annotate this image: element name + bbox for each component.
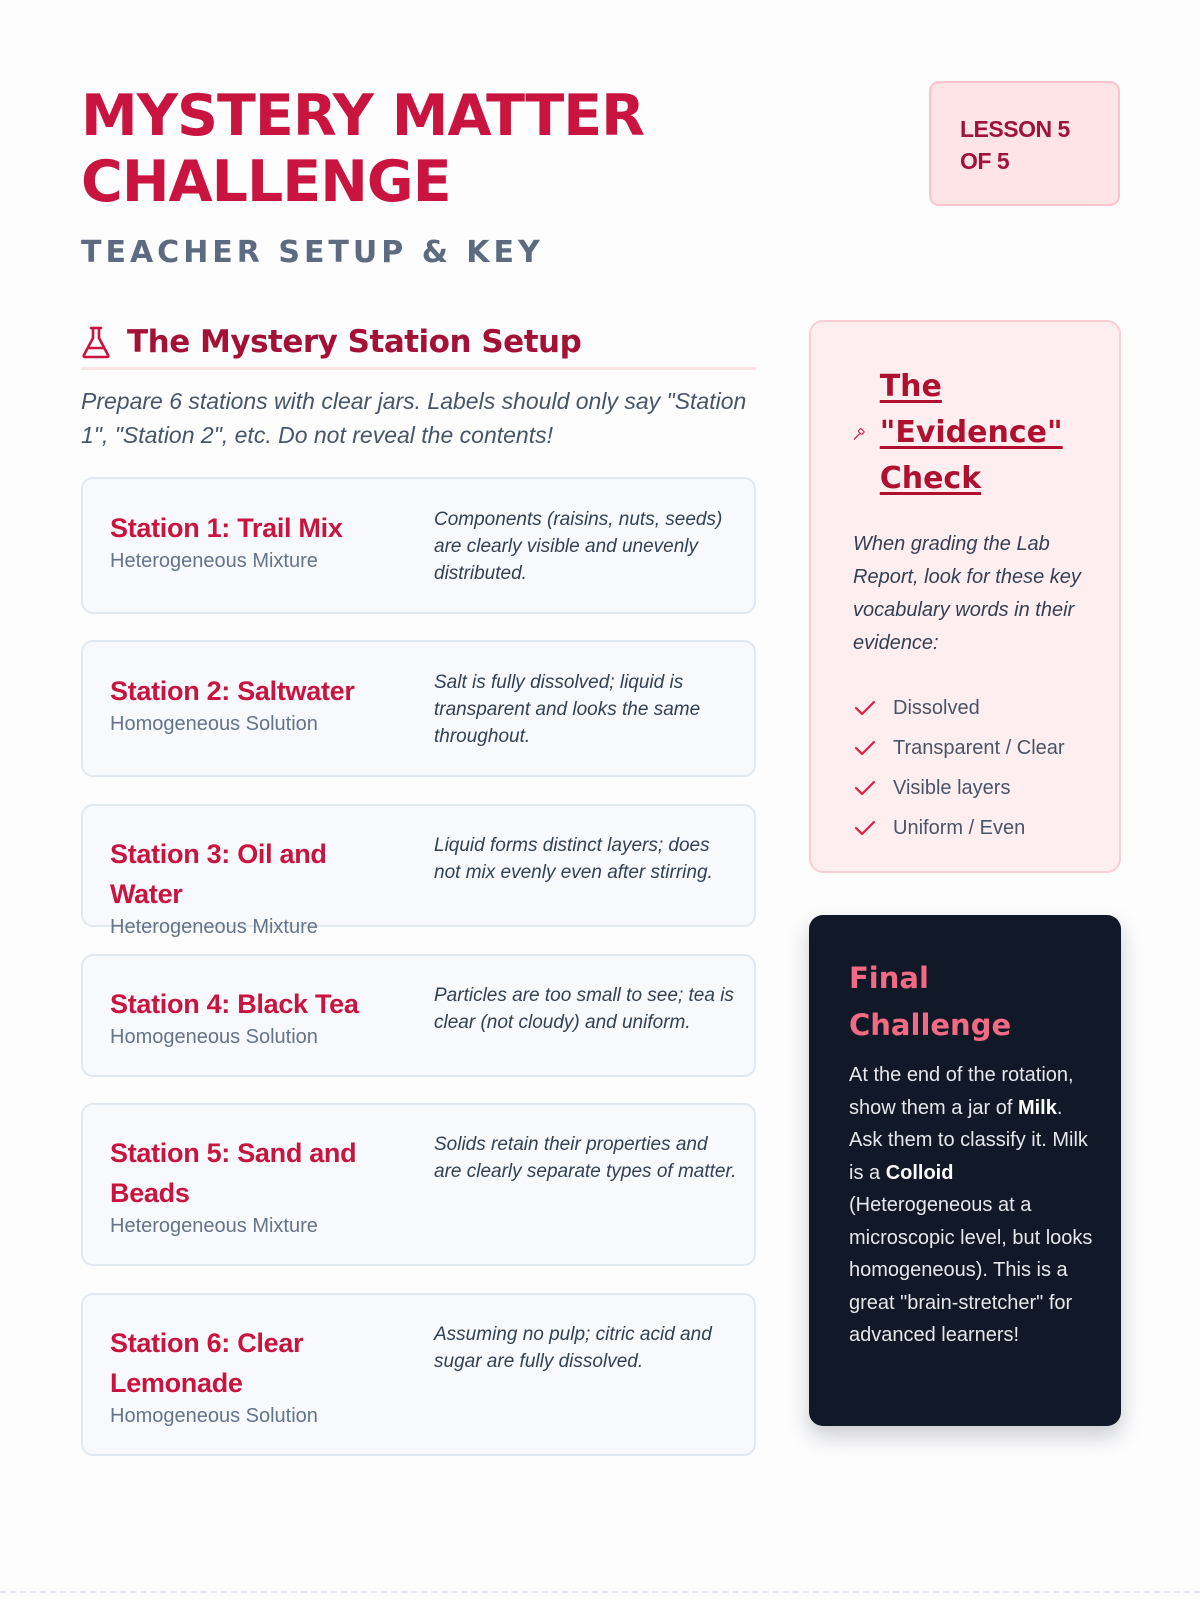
setup-intro: Prepare 6 stations with clear jars. Labels should only say "Station 1", "Station 2", etc. Do not reveal the contents! xyxy=(81,388,747,448)
station-name: Station 1: Trail Mix xyxy=(110,513,343,543)
evidence-item xyxy=(853,728,1103,768)
station-note: Components (raisins, nuts, seeds) are clearly visible and unevenly distributed. xyxy=(434,509,723,584)
evidence-title: The "Evidence" Check xyxy=(879,369,1063,496)
station-note: Liquid forms distinct layers; does not mix evenly even after stirring. xyxy=(434,835,713,883)
evidence-item xyxy=(853,808,1103,848)
colloid-term: Colloid xyxy=(885,1161,954,1184)
station-type: Heterogeneous Mixture xyxy=(110,550,318,572)
station-type: Homogeneous Solution xyxy=(110,1405,318,1427)
evidence-word: Visible layers xyxy=(893,776,1011,799)
station-note: Salt is fully dissolved; liquid is transparent and looks the same throughout. xyxy=(434,672,701,747)
evidence-word-list xyxy=(853,688,1103,848)
check-icon xyxy=(853,696,877,720)
evidence-intro: When grading the Lab Report, look for these key vocabulary words in their evidence: xyxy=(853,533,1081,654)
check-icon xyxy=(853,816,877,840)
evidence-word: Dissolved xyxy=(893,696,980,719)
check-icon xyxy=(853,776,877,800)
gavel-icon xyxy=(853,424,866,444)
evidence-word: Transparent / Clear xyxy=(893,736,1065,759)
station-type: Homogeneous Solution xyxy=(110,713,318,735)
station-type: Heterogeneous Mixture xyxy=(110,1215,318,1237)
final-challenge-title: Final Challenge xyxy=(849,961,1012,1042)
evidence-check-panel xyxy=(809,320,1121,873)
milk-term: Milk xyxy=(1017,1096,1057,1119)
lesson-badge: LESSON 5 OF 5 xyxy=(929,81,1120,206)
station-card-3 xyxy=(81,804,756,938)
station-name: Station 6: Clear Lemonade xyxy=(110,1328,304,1398)
check-icon xyxy=(853,736,877,760)
evidence-word: Uniform / Even xyxy=(893,816,1026,839)
station-card-2 xyxy=(81,640,756,777)
page-title: MYSTERY MATTER CHALLENGE xyxy=(81,83,645,215)
setup-title: The Mystery Station Setup xyxy=(127,324,582,360)
flask-icon xyxy=(81,325,111,359)
setup-section-heading xyxy=(81,322,756,370)
station-name: Station 3: Oil and Water xyxy=(110,839,327,909)
station-card-5 xyxy=(81,1103,756,1266)
page-subtitle: TEACHER SETUP & KEY xyxy=(81,235,544,270)
station-note: Assuming no pulp; citric acid and sugar are fully dissolved. xyxy=(434,1324,712,1372)
station-name: Station 4: Black Tea xyxy=(110,989,359,1019)
station-card-1 xyxy=(81,477,756,614)
final-challenge-text: At the end of the rotation, show them a jar of Milk. Ask them to classify it. Milk is a Colloid (Heterogeneous at a microscopic level, but looks homogeneous). This is a great "brain-stretcher" for advanced learners! xyxy=(849,1064,1093,1346)
station-name: Station 2: Saltwater xyxy=(110,676,355,706)
evidence-item xyxy=(853,768,1103,808)
evidence-item xyxy=(853,688,1103,728)
station-note: Particles are too small to see; tea is clear (not cloudy) and uniform. xyxy=(434,985,734,1033)
final-challenge-panel xyxy=(809,915,1121,1426)
station-name: Station 5: Sand and Beads xyxy=(110,1138,357,1208)
page-bottom-divider xyxy=(0,1591,1200,1593)
station-note: Solids retain their properties and are clearly separate types of matter. xyxy=(434,1134,737,1182)
station-card-4 xyxy=(81,954,756,1077)
station-type: Heterogeneous Mixture xyxy=(110,916,318,938)
station-type: Homogeneous Solution xyxy=(110,1026,318,1048)
station-card-6 xyxy=(81,1293,756,1456)
